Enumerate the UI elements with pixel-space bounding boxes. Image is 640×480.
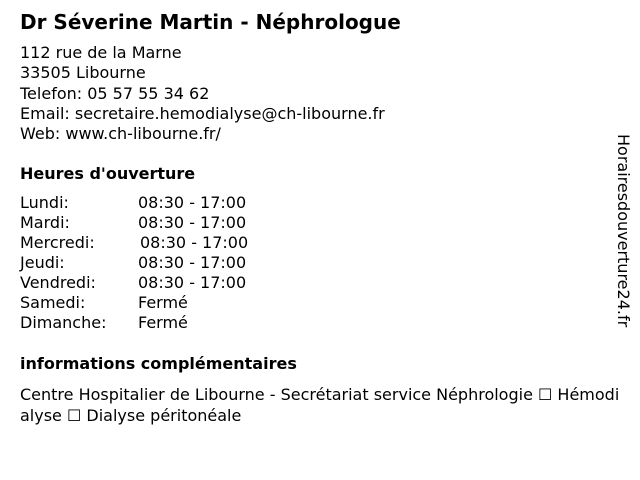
hours-row bbox=[20, 313, 280, 333]
address-street: 112 rue de la Marne bbox=[20, 43, 182, 62]
hours-row bbox=[20, 293, 280, 313]
hours-day: Dimanche: bbox=[20, 313, 107, 332]
web-line: Web: www.ch-libourne.fr/ bbox=[20, 124, 221, 144]
hours-row bbox=[20, 253, 280, 273]
hours-day: Samedi: bbox=[20, 293, 86, 312]
email-line: Email: secretaire.hemodialyse@ch-libourne.fr bbox=[20, 103, 385, 123]
hours-day: Mercredi: bbox=[20, 233, 95, 252]
hours-day: Jeudi: bbox=[20, 253, 65, 272]
hours-day: Lundi: bbox=[20, 193, 69, 212]
hours-row bbox=[20, 233, 280, 253]
site-watermark: Horairesdouverture24.fr bbox=[614, 134, 633, 328]
hours-time: 08:30 - 17:00 bbox=[140, 233, 249, 252]
info-heading: informations complémentaires bbox=[20, 354, 297, 373]
hours-time: 08:30 - 17:00 bbox=[138, 213, 247, 232]
hours-time: Fermé bbox=[138, 313, 188, 332]
address-city: 33505 Libourne bbox=[20, 63, 146, 83]
hours-day: Mardi: bbox=[20, 213, 70, 232]
info-text: Centre Hospitalier de Libourne - Secrétariat service Néphrologie ☐ Hémodialyse ☐ Dialyse péritonéale bbox=[20, 385, 620, 425]
page-title: Dr Séverine Martin - Néphrologue bbox=[20, 10, 401, 34]
hours-time: 08:30 - 17:00 bbox=[138, 253, 247, 272]
hours-time: 08:30 - 17:00 bbox=[138, 193, 247, 212]
hours-time: Fermé bbox=[138, 293, 188, 312]
hours-row bbox=[20, 193, 280, 213]
hours-table bbox=[20, 193, 280, 333]
hours-row bbox=[20, 273, 280, 293]
phone-line: Telefon: 05 57 55 34 62 bbox=[20, 83, 210, 103]
hours-heading: Heures d'ouverture bbox=[20, 164, 196, 183]
hours-row bbox=[20, 213, 280, 233]
address-block bbox=[20, 43, 385, 144]
hours-day: Vendredi: bbox=[20, 273, 96, 292]
hours-time: 08:30 - 17:00 bbox=[138, 273, 247, 292]
